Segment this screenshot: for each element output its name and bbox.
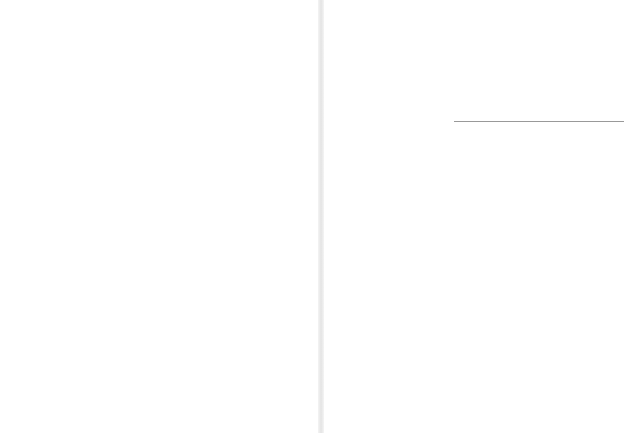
book-gutter bbox=[318, 0, 324, 433]
toc-preface bbox=[440, 110, 624, 118]
toc-rule bbox=[454, 121, 624, 122]
toc-costume-heading bbox=[440, 130, 624, 138]
toc-title bbox=[463, 27, 469, 36]
